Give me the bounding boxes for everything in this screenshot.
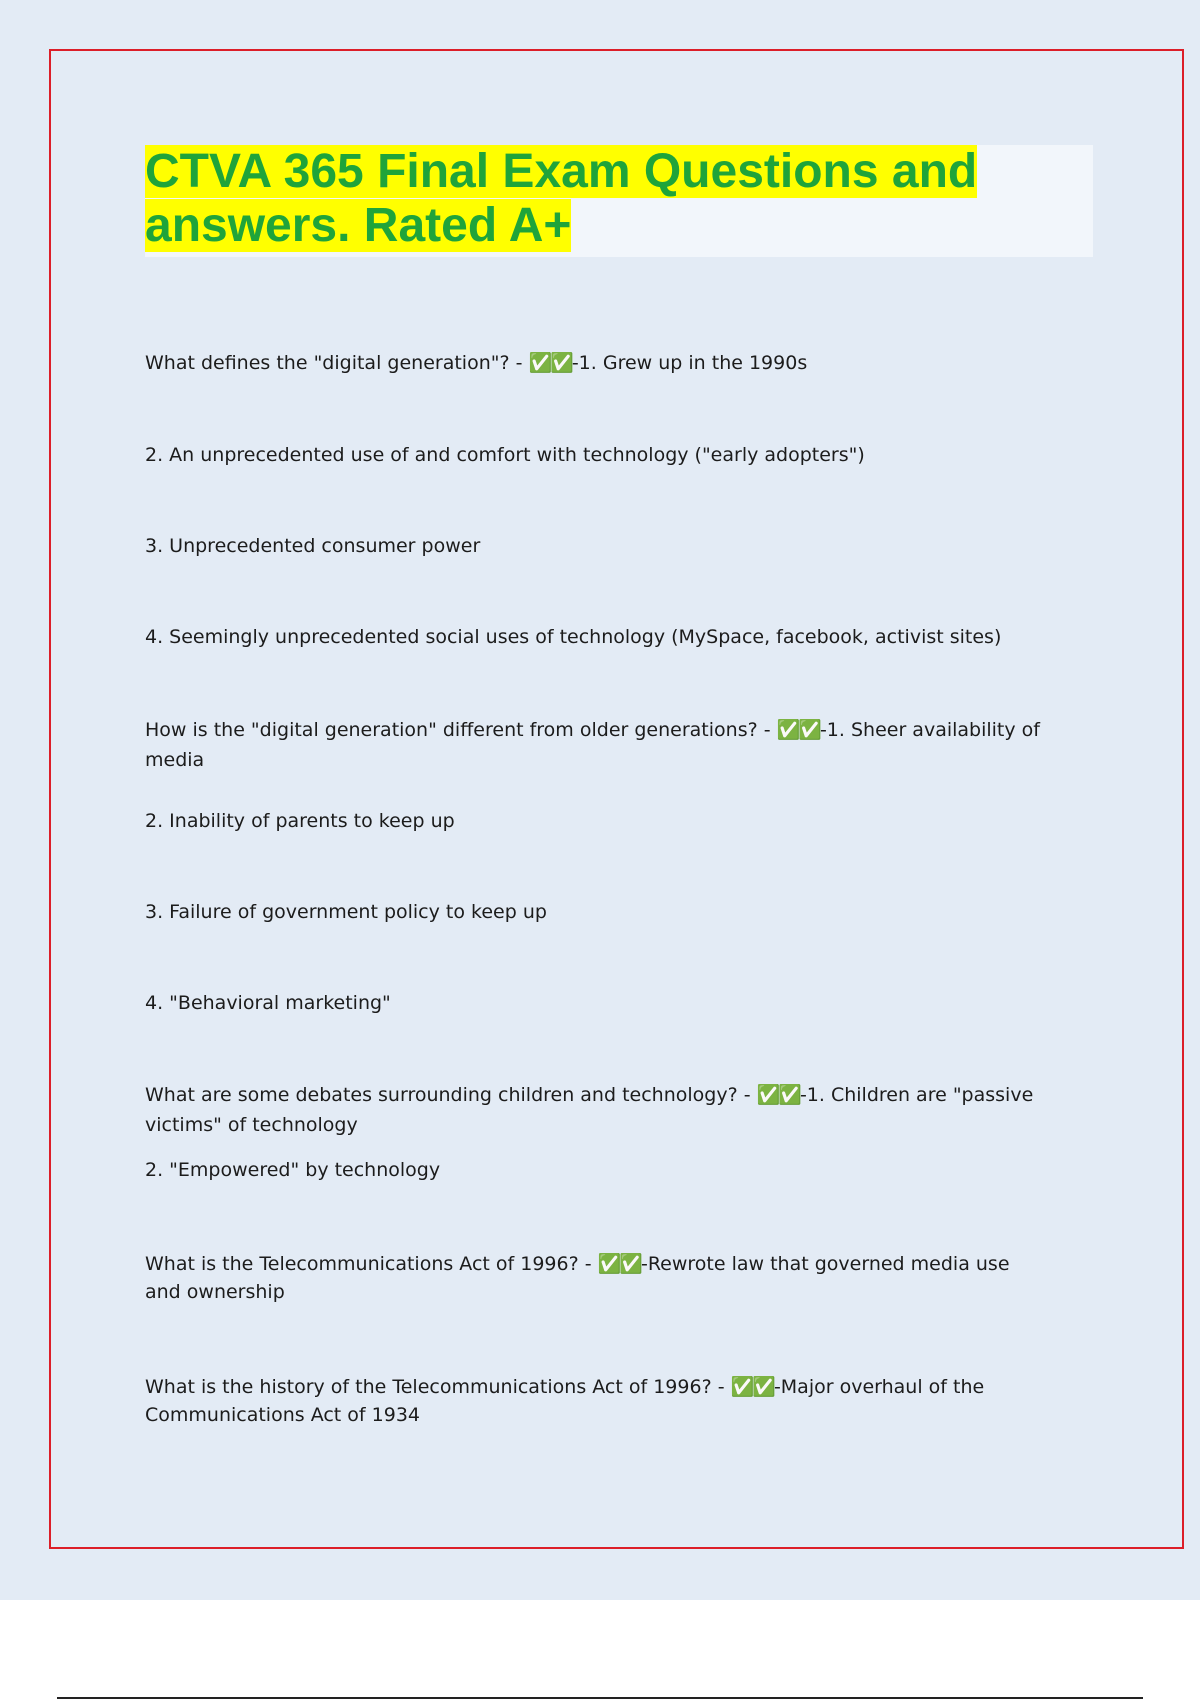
document-title	[145, 145, 1093, 253]
footer-rule	[57, 1697, 1143, 1699]
qa-item-1	[145, 348, 1095, 378]
answer-text: -Major overhaul of the Communications Act of 1934	[145, 1376, 985, 1426]
answer-line: 3. Unprecedented consumer power	[145, 535, 481, 557]
double-check-icon: ✅✅	[776, 719, 820, 741]
double-check-icon: ✅✅	[756, 1084, 800, 1106]
document-frame	[49, 49, 1184, 1549]
answer-line: 4. Seemingly unprecedented social uses of technology (MySpace, facebook, activist sites)	[145, 626, 1002, 648]
answer-line: 2. Inability of parents to keep up	[145, 810, 455, 832]
question-text: What is the history of the Telecommunications Act of 1996? -	[145, 1376, 731, 1398]
title-line-1: CTVA 365 Final Exam Questions and	[145, 145, 978, 198]
answer-line: 4. "Behavioral marketing"	[145, 992, 391, 1014]
answer-line: 2. An unprecedented use of and comfort with technology ("early adopters")	[145, 444, 865, 466]
question-text: What are some debates surrounding children and technology? -	[145, 1084, 757, 1106]
double-check-icon: ✅✅	[597, 1253, 641, 1275]
answer-text: -1. Sheer availability of media	[145, 719, 1040, 771]
title-line-2: answers. Rated A+	[145, 199, 572, 252]
qa-item-5	[145, 1373, 1045, 1429]
answer-text: -Rewrote law that governed media use and ownership	[145, 1253, 1010, 1303]
question-text: How is the "digital generation" different from older generations? -	[145, 719, 777, 741]
answer-line: 2. "Empowered" by technology	[145, 1159, 441, 1181]
answer-text: -1. Children are "passive victims" of technology	[145, 1084, 1034, 1136]
double-check-icon: ✅✅	[730, 1376, 774, 1398]
title-block	[145, 145, 1093, 257]
answer-line: 3. Failure of government policy to keep up	[145, 901, 547, 923]
question-text: What defines the "digital generation"? -	[145, 352, 529, 374]
qa-item-3	[145, 1080, 1095, 1140]
double-check-icon: ✅✅	[528, 352, 572, 374]
answer-text: -1. Grew up in the 1990s	[571, 352, 808, 374]
question-text: What is the Telecommunications Act of 1996? -	[145, 1253, 598, 1275]
qa-item-2	[145, 715, 1095, 775]
qa-item-4	[145, 1250, 1045, 1306]
